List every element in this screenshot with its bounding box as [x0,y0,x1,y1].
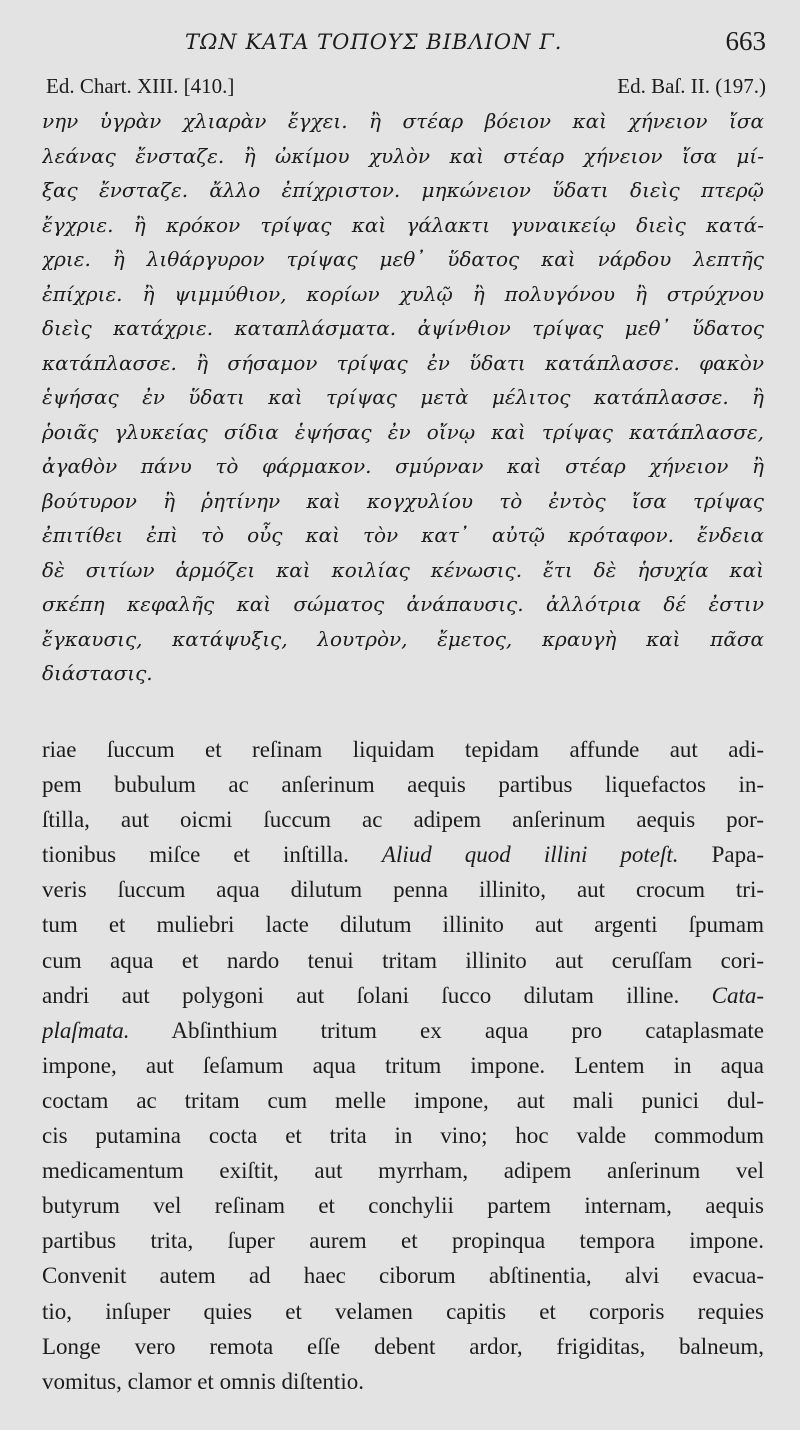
greek-text-line: νην ὑγρὰν χλιαρὰν ἔγχει. ἢ στέαρ βόειον καὶ χήνειον ἴσα [42,109,764,133]
greek-text-line: βούτυρον ἢ ῥητίνην καὶ κογχυλίου τὸ ἐντὸς ἴσα τρίψας [42,488,764,513]
latin-text-segment: vomitus, clamor et omnis diſtentio. [42,1368,364,1394]
greek-text-line: ἐπιτίθει ἐπὶ τὸ οὖς καὶ τὸν κατ᾽ αὐτῷ κρόταφον. ἔνδεια [42,523,764,547]
italic-heading: Cata- [711,982,764,1008]
latin-text-line [42,1329,764,1364]
edition-chartier-reference: Ed. Chart. XIII. [410.] [46,74,235,98]
greek-text-line: διεὶς κατάχριε. καταπλάσματα. ἀψίνθιον τρίψας μεθ᾽ ὕδατος [42,316,764,340]
latin-text-segment: coctam ac tritam cum melle impone, aut mali punici dul- [42,1087,764,1113]
latin-text-line [42,802,764,837]
greek-text-line: ἔγκαυσις, κατάψυξις, λουτρὸν, ἔμετος, κραυγὴ καὶ πᾶσα [42,626,764,651]
latin-text-segment: cum aqua et nardo tenui tritam illinito aut ceruſſam cori- [42,947,764,973]
greek-text-line: ἔγχριε. ἢ κρόκον τρίψας καὶ γάλακτι γυναικείῳ διεὶς κατά- [42,212,764,237]
italic-heading: Aliud quod illini poteſt. [381,842,679,868]
greek-text-line: χριε. ἢ λιθάργυρον τρίψας μεθ᾽ ὕδατος καὶ νάρδου λεπτῆς [42,247,764,271]
greek-text-line: ῥοιᾶς γλυκείας σίδια ἑψήσας ἐν οἴνῳ καὶ τρίψας κατάπλασσε, [42,419,764,444]
latin-text-segment: Longe vero remota eſſe debent ardor, frigiditas, balneum, [42,1333,764,1359]
latin-text-line [42,767,764,802]
latin-text-line [42,907,764,942]
latin-text-segment: andri aut polygoni aut ſolani ſucco dilutam illine. [42,982,712,1008]
latin-text-line [42,872,764,907]
latin-text-segment: ſtilla, aut oicmi ſuccum ac adipem anſerinum aequis por- [42,807,764,833]
latin-text-block [42,732,764,1399]
latin-text-segment: medicamentum exiſtit, aut myrrham, adipem anſerinum vel [42,1158,764,1184]
latin-text-segment: veris ſuccum aqua dilutum penna illinito, aut crocum tri- [42,877,764,903]
greek-text-line: διάστασις. [42,661,153,685]
latin-text-segment: butyrum vel reſinam et conchylii partem internam, aequis [42,1193,764,1219]
greek-text-line: σκέπη κεφαλῆς καὶ σώματος ἀνάπαυσις. ἀλλότρια δέ ἐστιν [42,592,764,616]
latin-text-line [42,978,764,1013]
running-title: ΤΩΝ ΚΑΤΑ ΤΟΠΟΥΣ ΒΙΒΛΙΟΝ Γ. [185,30,563,54]
running-head [0,26,800,60]
latin-text-line [42,1153,764,1188]
greek-text-line: ξας ἔνσταζε. ἄλλο ἐπίχριστον. μηκώνειον ὕδατι διεὶς πτερῷ [42,178,764,202]
page-number: 663 [725,26,766,56]
greek-text-line: κατάπλασσε. ἢ σήσαμον τρίψας ἐν ὕδατι κατάπλασσε. φακὸν [42,350,764,375]
greek-text-line: ἑψήσας ἐν ὕδατι καὶ τρίψας μετὰ μέλιτος κατάπλασσε. ἢ [42,385,764,409]
latin-text-line [42,1258,764,1293]
italic-heading: plaſmata. [42,1017,130,1043]
latin-text-line [42,1118,764,1153]
latin-text-segment: Abſinthium tritum ex aqua pro cataplasmate [129,1017,764,1043]
latin-text-line [42,1048,764,1083]
latin-text-segment: Papa- [678,842,764,868]
edition-reference-line [46,74,766,104]
latin-text-line [42,1013,764,1048]
latin-text-segment: tio, inſuper quies et velamen capitis et corporis requies [42,1298,764,1324]
latin-text-line [42,732,764,767]
latin-text-line [42,943,764,978]
edition-basel-reference: Ed. Baſ. II. (197.) [617,74,766,98]
latin-text-line [42,837,764,872]
greek-text-block [42,104,764,691]
latin-text-segment: riae ſuccum et reſinam liquidam tepidam affunde aut adi- [42,737,764,762]
latin-text-segment: cis putamina cocta et trita in vino; hoc valde commodum [42,1123,764,1149]
latin-text-segment: pem bubulum ac anſerinum aequis partibus liquefactos in- [42,772,764,798]
latin-text-segment: partibus trita, ſuper aurem et propinqua tempora impone. [42,1228,764,1254]
latin-text-segment: tum et muliebri lacte dilutum illinito aut argenti ſpumam [42,912,764,938]
latin-text-line [42,1223,764,1258]
greek-text-line: λεάνας ἔνσταζε. ἢ ὠκίμου χυλὸν καὶ στέαρ χήνειον ἴσα μί- [42,143,764,168]
latin-text-line [42,1294,764,1329]
greek-text-line: ἐπίχριε. ἢ ψιμμύθιον, κορίων χυλῷ ἢ πολυγόνου ἢ στρύχνου [42,281,764,306]
latin-text-segment: tionibus miſce et inſtilla. [42,842,382,868]
greek-text-line: ἀγαθὸν πάνυ τὸ φάρμακον. σμύρναν καὶ στέαρ χήνειον ἢ [42,454,764,478]
latin-text-line [42,1188,764,1223]
latin-text-segment: impone, aut ſeſamum aqua tritum impone. Lentem in aqua [42,1052,764,1078]
latin-text-line [42,1083,764,1118]
greek-text-line: δὲ σιτίων ἁρμόζει καὶ κοιλίας κένωσις. ἔτι δὲ ἡσυχία καὶ [42,557,764,582]
latin-text-line [42,1364,764,1399]
latin-text-segment: Convenit autem ad haec ciborum abſtinentia, alvi evacua- [42,1263,764,1289]
